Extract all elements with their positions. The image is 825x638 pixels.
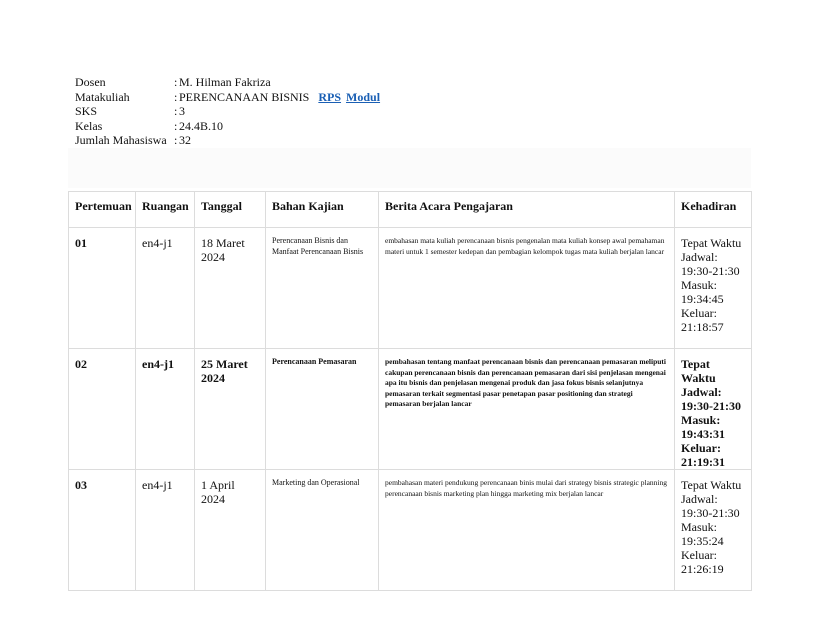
modul-link[interactable]: Modul (346, 89, 381, 104)
cell-berita-acara: pembahasan tentang manfaat perencanaan bisnis dan perencanaan pemasaran meliputi cakupan perencanaan bisnis dan perencanaan pemasaran dari sisi penjelasan mengenai apa itu bisnis dan penjelasan mengenai produk dan jasa fokus bisnis selanjutnya pemasaran terkait segmentasi pasar penetapan pasar positioning dan strategi pemasaran berjalan lancar (379, 349, 675, 470)
kehadiran-masuk: Masuk: 19:35:24 (681, 520, 724, 548)
cell-bahan-kajian: Marketing dan Operasional (266, 470, 379, 591)
header-berita-acara: Berita Acara Pengajaran (379, 192, 675, 228)
cell-tanggal: 1 April 2024 (195, 470, 266, 591)
jumlah-mahasiswa-label: Jumlah Mahasiswa (75, 133, 167, 147)
kehadiran-status: Tepat Waktu (681, 357, 716, 385)
kehadiran-jadwal: Jadwal: 19:30-21:30 (681, 492, 740, 520)
header-pertemuan: Pertemuan (69, 192, 136, 228)
sks-label: SKS (75, 104, 98, 118)
kehadiran-jadwal: Jadwal: 19:30-21:30 (681, 385, 741, 413)
cell-ruangan: en4-j1 (136, 228, 195, 349)
cell-ruangan: en4-j1 (136, 470, 195, 591)
kehadiran-keluar: Keluar: 21:26:19 (681, 548, 724, 576)
spacer-band (68, 148, 751, 188)
table-row (69, 349, 752, 470)
matakuliah-value: PERENCANAAN BISNIS (179, 89, 310, 104)
kelas-value: 24.4B.10 (179, 118, 224, 133)
cell-berita-acara: embahasan mata kuliah perencanaan bisnis pengenalan mata kuliah konsep awal pemahaman materi untuk 1 semester kedepan dan pembagian kelompok tugas mata kuliah berjalan lancar (379, 228, 675, 349)
cell-ruangan: en4-j1 (136, 349, 195, 470)
cell-bahan-kajian: Perencanaan Bisnis dan Manfaat Perencanaan Bisnis (266, 228, 379, 349)
kehadiran-masuk: Masuk: 19:34:45 (681, 278, 724, 306)
cell-kehadiran (675, 470, 752, 591)
table-header-row (69, 192, 752, 228)
jumlah-mahasiswa-row (75, 133, 380, 148)
kehadiran-keluar: Keluar: 21:19:31 (681, 441, 725, 469)
attendance-table (68, 191, 752, 591)
kelas-label: Kelas (75, 118, 103, 133)
kehadiran-status: Tepat Waktu (681, 478, 742, 492)
kehadiran-keluar: Keluar: 21:18:57 (681, 306, 724, 334)
separator: : (174, 104, 178, 118)
kehadiran-masuk: Masuk: 19:43:31 (681, 413, 725, 441)
course-info (75, 75, 380, 148)
matakuliah-label: Matakuliah (75, 89, 130, 104)
cell-pertemuan: 03 (69, 470, 136, 591)
cell-berita-acara: pembahasan materi pendukung perencanaan binis mulai dari strategy bisnis strategic planning perencanaan bisnis marketing plan hingga marketing mix berjalan lancar (379, 470, 675, 591)
header-bahan-kajian: Bahan Kajian (266, 192, 379, 228)
dosen-label: Dosen (75, 75, 106, 89)
cell-kehadiran (675, 228, 752, 349)
cell-pertemuan: 01 (69, 228, 136, 349)
separator: : (174, 89, 178, 104)
separator: : (174, 133, 178, 147)
cell-bahan-kajian: Perencanaan Pemasaran (266, 349, 379, 470)
header-kehadiran: Kehadiran (675, 192, 752, 228)
cell-kehadiran (675, 349, 752, 470)
cell-tanggal: 25 Maret 2024 (195, 349, 266, 470)
kehadiran-status: Tepat Waktu (681, 236, 742, 250)
sks-value: 3 (179, 104, 185, 118)
table-row (69, 470, 752, 591)
separator: : (174, 118, 178, 133)
matakuliah-row (75, 90, 380, 105)
cell-pertemuan: 02 (69, 349, 136, 470)
jumlah-mahasiswa-value: 32 (179, 133, 191, 147)
kelas-row (75, 119, 380, 134)
cell-tanggal: 18 Maret 2024 (195, 228, 266, 349)
table-row (69, 228, 752, 349)
dosen-value: M. Hilman Fakriza (179, 75, 271, 89)
separator: : (174, 75, 178, 89)
kehadiran-jadwal: Jadwal: 19:30-21:30 (681, 250, 740, 278)
rps-link[interactable]: RPS (318, 89, 342, 104)
header-ruangan: Ruangan (136, 192, 195, 228)
sks-row (75, 104, 380, 119)
header-tanggal: Tanggal (195, 192, 266, 228)
dosen-row (75, 75, 380, 90)
